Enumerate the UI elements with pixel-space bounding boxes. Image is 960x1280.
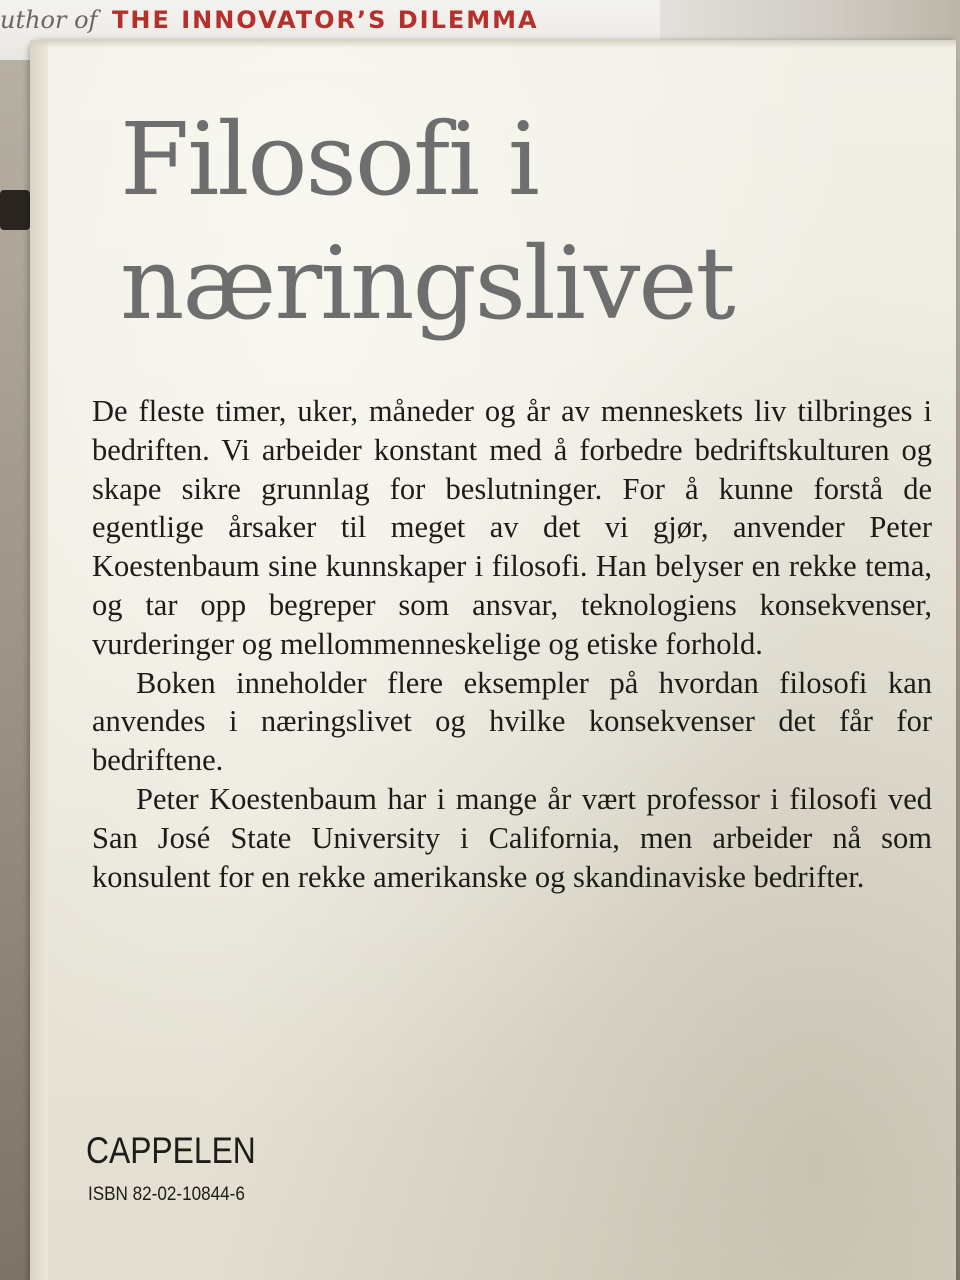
isbn-number: ISBN 82-02-10844-6 [88,1184,245,1205]
book-spine-shadow [0,190,30,230]
background-book-prefix: uthor of [0,6,98,34]
book-title-line-2: næringslivet [120,225,734,342]
book-title-line-1: Filosofi i [120,101,538,218]
cover-top-edge [30,40,956,48]
blurb-paragraph-2: Boken inneholder flere eksempler på hvordan filosofi kan anvendes i næringslivet og hvilke konsekvenser det får for bedriftene. [92,665,932,778]
background-book-title: THE INNOVATOR’S DILEMMA [112,6,539,34]
blurb-text [92,392,932,896]
book-title [120,98,734,346]
cover-left-edge [30,40,48,1280]
blurb-paragraph-3: Peter Koestenbaum har i mange år vært professor i filosofi ved San José State University i California, men arbeider nå som konsulent for en rekke amerikanske og skandinaviske bedrifter. [92,781,932,894]
book-back-cover [30,40,956,1280]
publisher-name: CAPPELEN [86,1130,256,1171]
blurb-paragraph-1: De fleste timer, uker, måneder og år av menneskets liv tilbringes i bedriften. Vi arbeider konstant med å forbedre bedriftskulturen og skape sikre grunnlag for beslutninger. For å kunne forstå de egentlige årsaker til meget av det vi gjør, anvender Peter Koestenbaum sine kunnskaper i filosofi. Han belyser en rekke tema, og tar opp begreper som ansvar, teknologiens konsekvenser, vurderinger og mellommenneskelige og etiske forhold. [92,394,932,661]
